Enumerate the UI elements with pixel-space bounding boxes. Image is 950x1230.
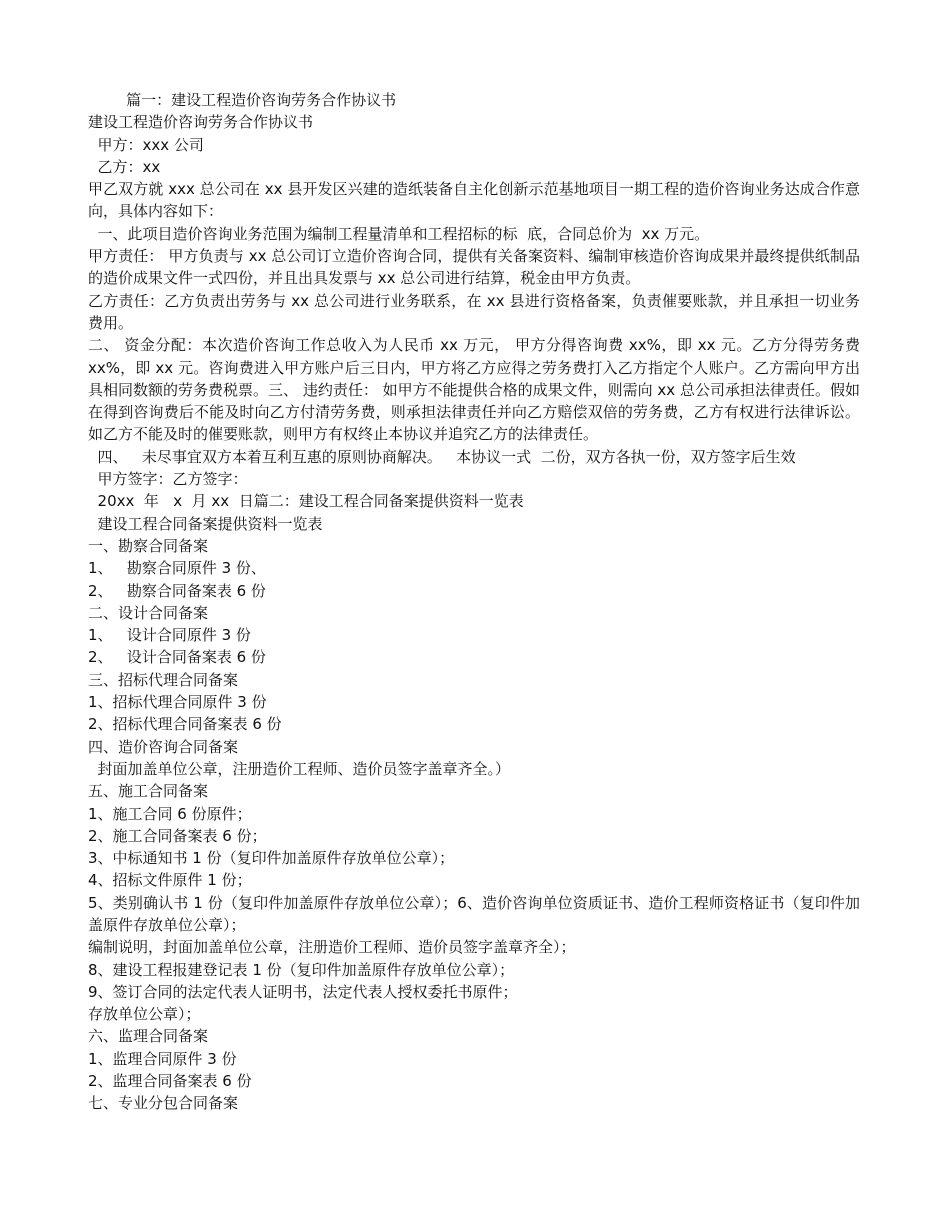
document-line: 1、招标代理合同原件 3 份 xyxy=(88,693,267,712)
document-line: 4、招标文件原件 1 份； xyxy=(88,871,252,890)
document-line: 9、签订合同的法定代表人证明书，法定代表人授权委托书原件； xyxy=(88,982,518,1001)
document-line: 3、中标通知书 1 份（复印件加盖原件存放单位公章）； xyxy=(88,849,455,868)
document-line: 四、 未尽事宜双方本着互利互惠的原则协商解决。 本协议一式 二份，双方各执一份，双方签字后生效 xyxy=(88,447,796,466)
document-line: 甲方：xxx 公司 xyxy=(88,135,204,154)
document-line: 四、造价咨询合同备案 xyxy=(88,737,239,756)
document-line: 封面加盖单位公章，注册造价工程师、造价员签字盖章齐全。） xyxy=(88,759,511,778)
document-line: 二、设计合同备案 xyxy=(88,603,209,622)
document-line: 2、 设计合同备案表 6 份 xyxy=(88,648,266,667)
document-line: 2、施工合同备案表 6 份； xyxy=(88,826,267,845)
document-line: 乙方：xx xyxy=(88,157,161,176)
document-line: 8、建设工程报建登记表 1 份（复印件加盖原件存放单位公章）； xyxy=(88,960,515,979)
document-line: 2、招标代理合同备案表 6 份 xyxy=(88,715,282,734)
document-line: 篇一：建设工程造价咨询劳务合作协议书 xyxy=(88,91,397,109)
document-line: 七、专业分包合同备案 xyxy=(88,1094,239,1113)
document-line: 1、 设计合同原件 3 份 xyxy=(88,626,251,645)
document-line: 六、监理合同备案 xyxy=(88,1027,209,1046)
document-line: 编制说明，封面加盖单位公章，注册造价工程师、造价员签字盖章齐全）； xyxy=(88,938,576,957)
document-line: 20xx 年 x 月 xx 日篇二：建设工程合同备案提供资料一览表 xyxy=(88,492,524,511)
document-line: 1、监理合同原件 3 份 xyxy=(88,1049,237,1068)
document-line: 一、此项目造价咨询业务范围为编制工程量清单和工程招标的标 底，合同总价为 xx 万元。 xyxy=(88,224,710,243)
document-line: 2、 勘察合同备案表 6 份 xyxy=(88,581,266,600)
document-line: 存放单位公章）； xyxy=(88,1005,201,1024)
document-line: 一、勘察合同备案 xyxy=(88,536,209,555)
document-line: 1、 勘察合同原件 3 份、 xyxy=(88,559,266,578)
document-line: 五、施工合同备案 xyxy=(88,782,209,801)
document-paragraph: 甲方责任： 甲方负责与 xx 总公司订立造价咨询合同，提供有关备案资料、编制审核造价咨询成果并最终提供纸制品的造价成果文件一式四份，并且出具发票与 xx 总公司进行结算，税金由甲方负责。 xyxy=(88,247,860,288)
document-paragraph: 甲乙双方就 xxx 总公司在 xx 县开发区兴建的造纸装备自主化创新示范基地项目一期工程的造价咨询业务达成合作意向，具体内容如下： xyxy=(88,180,860,221)
document-paragraph: 二、 资金分配：本次造价咨询工作总收入为人民币 xx 万元， 甲方分得咨询费 xx%，即 xx 元。乙方分得劳务费 xx%，即 xx 元。咨询费进入甲方账户后三日内，甲方将乙方应得之劳务费打入乙方指定个人账户。乙方需向甲方出具相同数额的劳务费税票。三、 违约责任： 如甲方不能提供合格的成果文件，则需向 xx 总公司承担法律责任。假如在得到咨询费后不能及时向乙方付清劳务费，则承担法律责任并向乙方赔偿双倍的劳务费，乙方有权进行法律诉讼。 如乙方不能及时的催要账款，则甲方有权终止本协议并追究乙方的法律责任。 xyxy=(88,336,860,444)
document-line: 建设工程合同备案提供资料一览表 xyxy=(88,514,323,533)
document-paragraph: 乙方责任：乙方负责出劳务与 xx 总公司进行业务联系，在 xx 县进行资格备案，负责催要账款，并且承担一切业务费用。 xyxy=(88,291,860,332)
document-line: 建设工程造价咨询劳务合作协议书 xyxy=(88,113,314,132)
document-line: 1、施工合同 6 份原件； xyxy=(88,804,252,823)
document-line: 2、监理合同备案表 6 份 xyxy=(88,1072,252,1091)
document-body xyxy=(88,89,860,1115)
document-paragraph: 5、类别确认书 1 份（复印件加盖原件存放单位公章）；6、造价咨询单位资质证书、造价工程师资格证书（复印件加盖原件存放单位公章）； xyxy=(88,893,860,934)
document-line: 三、招标代理合同备案 xyxy=(88,670,239,689)
document-line: 甲方签字：乙方签字： xyxy=(88,470,248,489)
